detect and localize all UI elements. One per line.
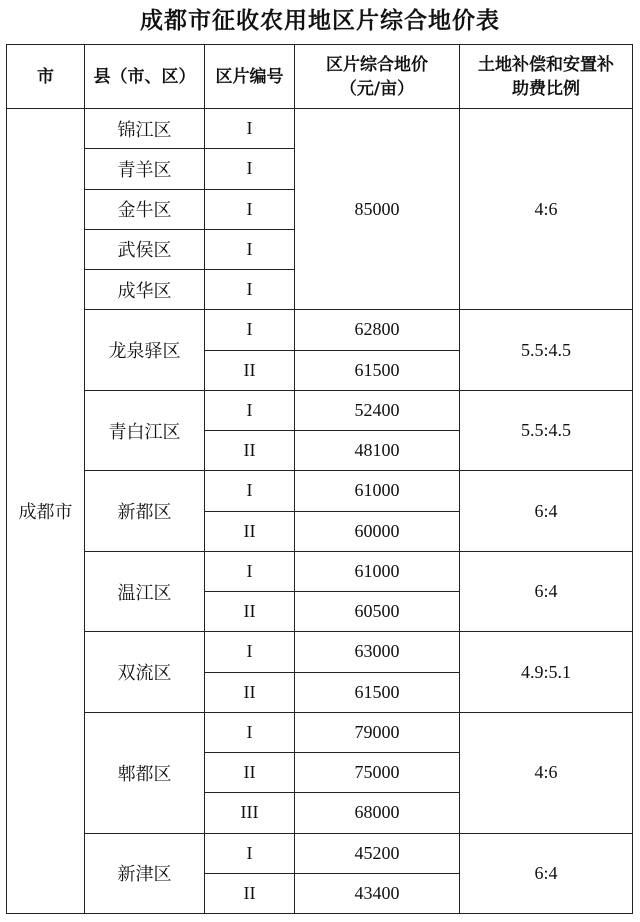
code-cell: I: [205, 229, 295, 269]
ratio-cell: 6:4: [460, 833, 633, 914]
table-row: [7, 632, 633, 672]
header-ratio-line2: 助费比例: [512, 78, 580, 99]
county-cell: 武侯区: [85, 229, 205, 269]
price-cell: 61500: [295, 672, 460, 712]
header-price-line2: （元/亩）: [339, 78, 415, 99]
code-cell: I: [205, 149, 295, 189]
price-cell: 48100: [295, 431, 460, 471]
code-cell: I: [205, 471, 295, 511]
price-cell: 61000: [295, 551, 460, 591]
ratio-cell: 4.9:5.1: [460, 632, 633, 713]
table-row: [7, 471, 633, 511]
code-cell: II: [205, 431, 295, 471]
code-cell: II: [205, 511, 295, 551]
header-code: 区片编号: [205, 45, 295, 109]
city-cell: 成都市: [7, 109, 85, 914]
code-cell: I: [205, 551, 295, 591]
county-cell: 成华区: [85, 270, 205, 310]
county-cell: 青白江区: [85, 390, 205, 471]
header-ratio-line1: 土地补偿和安置补: [478, 54, 614, 75]
code-cell: I: [205, 310, 295, 350]
ratio-cell: 4:6: [460, 712, 633, 833]
price-cell: 79000: [295, 712, 460, 752]
county-cell: 锦江区: [85, 109, 205, 149]
code-cell: I: [205, 189, 295, 229]
ratio-cell: 5.5:4.5: [460, 390, 633, 471]
price-cell: 43400: [295, 873, 460, 913]
code-cell: III: [205, 793, 295, 833]
header-price-line1: 区片综合地价: [326, 54, 428, 75]
code-cell: II: [205, 672, 295, 712]
table-row: [7, 712, 633, 752]
code-cell: II: [205, 753, 295, 793]
price-cell: 63000: [295, 632, 460, 672]
code-cell: I: [205, 833, 295, 873]
table-row: [7, 310, 633, 350]
table-row: [7, 833, 633, 873]
county-cell: 温江区: [85, 551, 205, 632]
ratio-cell: 6:4: [460, 471, 633, 552]
price-cell: 62800: [295, 310, 460, 350]
price-cell: 60000: [295, 511, 460, 551]
header-city: 市: [7, 45, 85, 109]
code-cell: II: [205, 350, 295, 390]
header-price: [295, 45, 460, 109]
price-cell: 61500: [295, 350, 460, 390]
table-row: [7, 551, 633, 591]
price-cell: 52400: [295, 390, 460, 430]
price-cell: 68000: [295, 793, 460, 833]
ratio-cell: 5.5:4.5: [460, 310, 633, 391]
page-title: 成都市征收农用地区片综合地价表: [140, 7, 500, 34]
code-cell: II: [205, 592, 295, 632]
table-row: [7, 109, 633, 149]
price-cell: 61000: [295, 471, 460, 511]
ratio-cell: 4:6: [460, 109, 633, 310]
code-cell: I: [205, 390, 295, 430]
code-cell: I: [205, 270, 295, 310]
code-cell: I: [205, 712, 295, 752]
header-county: 县（市、区）: [85, 45, 205, 109]
land-price-table: [6, 44, 633, 914]
county-cell: 郫都区: [85, 712, 205, 833]
ratio-cell: 6:4: [460, 551, 633, 632]
code-cell: I: [205, 109, 295, 149]
price-cell: 60500: [295, 592, 460, 632]
county-cell: 龙泉驿区: [85, 310, 205, 391]
county-cell: 新都区: [85, 471, 205, 552]
code-cell: I: [205, 632, 295, 672]
county-cell: 金牛区: [85, 189, 205, 229]
county-cell: 青羊区: [85, 149, 205, 189]
price-cell: 45200: [295, 833, 460, 873]
county-cell: 新津区: [85, 833, 205, 914]
header-ratio: [460, 45, 633, 109]
table-header-row: [7, 45, 633, 109]
price-cell: 85000: [295, 109, 460, 310]
code-cell: II: [205, 873, 295, 913]
table-row: [7, 390, 633, 430]
county-cell: 双流区: [85, 632, 205, 713]
price-cell: 75000: [295, 753, 460, 793]
